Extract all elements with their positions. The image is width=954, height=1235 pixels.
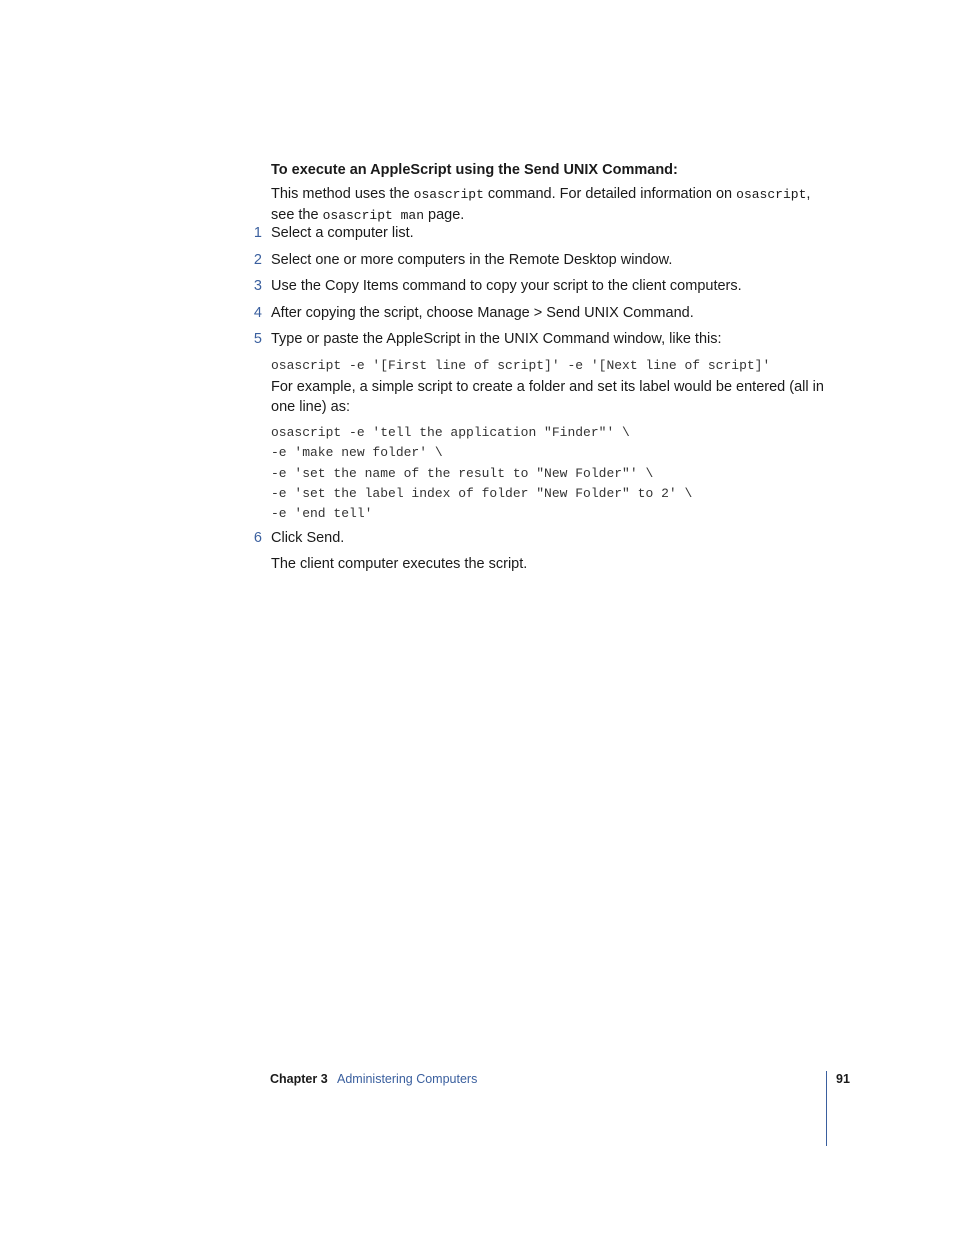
code-example-line-1: osascript -e 'tell the application "Finder"' \: [271, 425, 630, 440]
inline-code-osascript: osascript: [413, 187, 484, 202]
example-intro: [271, 377, 831, 417]
intro-text-4: see the: [271, 207, 323, 223]
intro-text-1: This method uses the: [271, 186, 414, 202]
footer-chapter-title: Administering Computers: [337, 1072, 478, 1086]
intro-paragraph: [271, 184, 831, 226]
code-template-line: osascript -e '[First line of script]' -e '[Next line of script]': [271, 358, 771, 373]
inline-code-man-page: osascript man: [322, 208, 425, 223]
example-intro-line-1: For example, a simple script to create a folder and set its label would be entered (all in: [271, 379, 824, 395]
step-number-2: 2: [253, 252, 262, 268]
footer-divider: [826, 1071, 827, 1146]
page-number: 91: [836, 1072, 850, 1086]
intro-text-5: page.: [424, 207, 465, 223]
example-intro-line-2: one line) as:: [271, 399, 350, 415]
procedure-heading: To execute an AppleScript using the Send UNIX Command:: [271, 162, 678, 178]
step-text-4: After copying the script, choose Manage > Send UNIX Command.: [271, 305, 694, 321]
result-text: The client computer executes the script.: [271, 556, 528, 572]
step-number-6: 6: [253, 530, 262, 546]
intro-text-3: ,: [806, 186, 811, 202]
inline-code-osascript-2: osascript: [736, 187, 807, 202]
step-text-5: Type or paste the AppleScript in the UNIX Command window, like this:: [271, 331, 722, 347]
intro-text-2: command. For detailed information on: [483, 186, 737, 202]
step-number-1: 1: [253, 225, 262, 241]
code-example-line-5: -e 'end tell': [271, 506, 373, 521]
step-text-3: Use the Copy Items command to copy your script to the client computers.: [271, 278, 742, 294]
code-example-line-3: -e 'set the name of the result to "New Folder"' \: [271, 466, 654, 481]
code-example-line-2: -e 'make new folder' \: [271, 445, 443, 460]
code-example-line-4: -e 'set the label index of folder "New Folder" to 2' \: [271, 486, 693, 501]
step-number-4: 4: [253, 305, 262, 321]
footer-chapter-label: Chapter 3: [270, 1072, 328, 1086]
step-number-5: 5: [253, 331, 262, 347]
step-text-2: Select one or more computers in the Remote Desktop window.: [271, 252, 673, 268]
step-text-6: Click Send.: [271, 530, 345, 546]
step-number-3: 3: [253, 278, 262, 294]
step-text-1: Select a computer list.: [271, 225, 414, 241]
